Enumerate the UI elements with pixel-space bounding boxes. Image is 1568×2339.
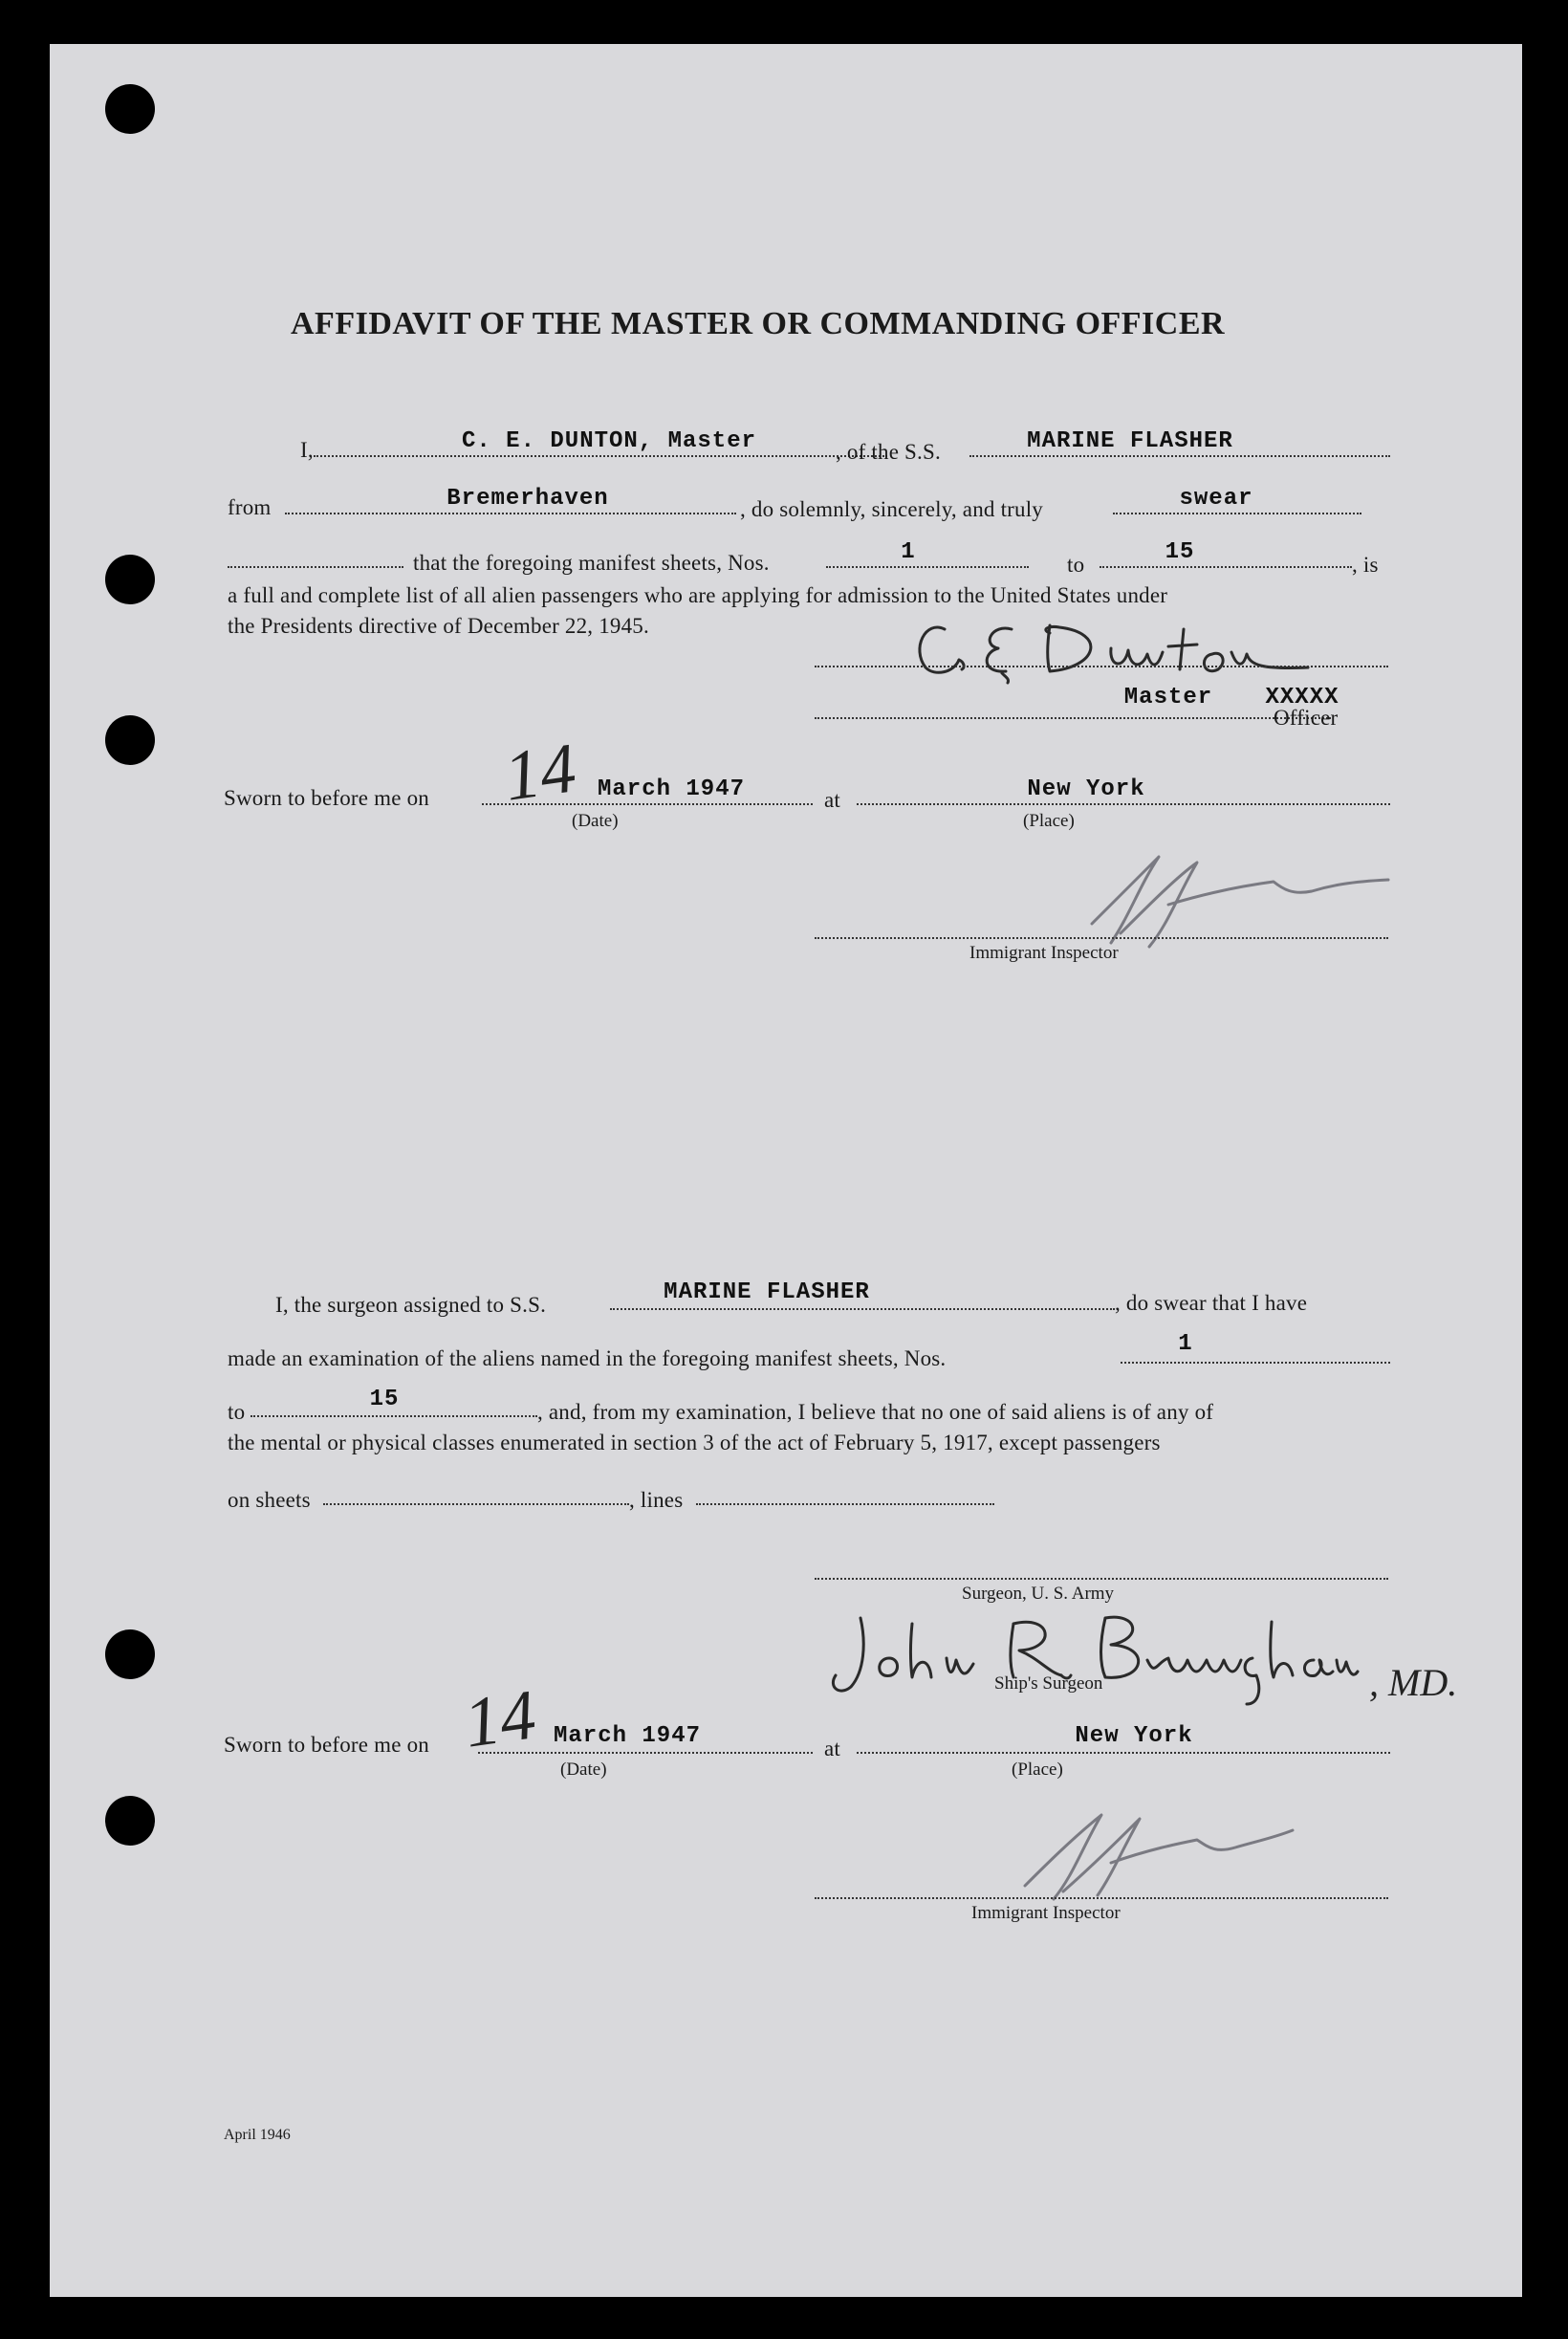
place-caption-1: (Place) xyxy=(1023,811,1075,831)
sworn-label-1: Sworn to before me on xyxy=(224,786,429,810)
label-from: from xyxy=(228,495,272,519)
surgeon-exam-line: made an examination of the aliens named in the foregoing manifest sheets, Nos. xyxy=(228,1346,947,1370)
inspector-signature-1 xyxy=(1073,847,1398,957)
lines-line xyxy=(696,1503,994,1505)
ships-surgeon-signature xyxy=(822,1605,1358,1715)
sworn-date-line-1 xyxy=(482,803,813,805)
sworn-date-value-2: March 1947 xyxy=(553,1723,702,1749)
inspector-caption-1: Immigrant Inspector xyxy=(969,943,1119,963)
page-title: AFFIDAVIT OF THE MASTER OR COMMANDING OFFICER xyxy=(291,306,1226,341)
place-line-1 xyxy=(857,803,1390,805)
md-suffix: , MD. xyxy=(1369,1661,1458,1704)
at-label-2: at xyxy=(824,1737,840,1760)
surgeon-sheet-to-value: 15 xyxy=(369,1387,400,1412)
officer-title-typed: Master xyxy=(1123,685,1213,710)
label-is: , is xyxy=(1352,553,1379,577)
surgeon-sheet-from-value: 1 xyxy=(1178,1331,1193,1357)
sworn-day-handwritten-1: 14 xyxy=(499,729,581,817)
sworn-date-line-2 xyxy=(478,1752,813,1754)
blank-line-leading xyxy=(228,566,403,568)
surgeon-belief: , and, from my examination, I believe that no one of said aliens is of any of xyxy=(537,1400,1214,1424)
oath-value: swear xyxy=(1179,486,1253,512)
document-page xyxy=(50,44,1522,2297)
label-to: to xyxy=(1067,553,1085,577)
place-line-2 xyxy=(857,1752,1390,1754)
surgeon-lines-label: , lines xyxy=(629,1488,684,1512)
master-name-value: C. E. DUNTON, Master xyxy=(461,428,757,454)
struck-out-text: XXXXX xyxy=(1265,685,1339,710)
ship-name-line xyxy=(969,455,1390,457)
sheet-from-line xyxy=(826,566,1029,568)
form-date: April 1946 xyxy=(224,2127,291,2143)
officer-line xyxy=(815,717,1331,719)
surgeon-sheet-to-line xyxy=(250,1415,537,1417)
label-of-ss: , of the S.S. xyxy=(836,440,941,464)
surgeon-sheet-from-line xyxy=(1121,1362,1390,1364)
army-surgeon-caption: Surgeon, U. S. Army xyxy=(962,1584,1115,1604)
surgeon-classes-line: the mental or physical classes enumerated in section 3 of the act of February 5, 1917, except passengers xyxy=(228,1431,1161,1454)
port-value: Bremerhaven xyxy=(446,486,609,512)
at-label-1: at xyxy=(824,788,840,812)
place-value-2: New York xyxy=(1075,1723,1193,1749)
sheet-from-value: 1 xyxy=(901,539,916,565)
sheet-to-line xyxy=(1100,566,1352,568)
master-name-line xyxy=(314,455,887,457)
surgeon-to-label: to xyxy=(228,1400,246,1424)
inspector-signature-2 xyxy=(1006,1800,1312,1910)
inspector-caption-2: Immigrant Inspector xyxy=(971,1903,1121,1923)
surgeon-swear: , do swear that I have xyxy=(1115,1291,1308,1315)
surgeon-ship-line xyxy=(610,1308,1115,1310)
ships-surgeon-caption: Ship's Surgeon xyxy=(994,1673,1103,1694)
surgeon-intro: I, the surgeon assigned to S.S. xyxy=(275,1293,547,1317)
inspector-line-2 xyxy=(815,1897,1388,1899)
place-caption-2: (Place) xyxy=(1012,1760,1063,1780)
sworn-label-2: Sworn to before me on xyxy=(224,1733,429,1757)
date-caption-1: (Date) xyxy=(572,811,619,831)
on-sheets-line xyxy=(323,1503,629,1505)
full-list-line-1: a full and complete list of all alien passengers who are applying for admission to the United States under xyxy=(228,583,1168,607)
officer-label: Officer xyxy=(1274,706,1339,730)
label-i: I, xyxy=(300,438,314,462)
punch-hole-2 xyxy=(105,555,155,604)
sworn-day-handwritten-2: 14 xyxy=(459,1675,541,1763)
ship-name-value: MARINE FLASHER xyxy=(1027,428,1233,454)
punch-hole-5 xyxy=(105,1796,155,1846)
sheet-to-value: 15 xyxy=(1165,539,1195,565)
date-caption-2: (Date) xyxy=(560,1760,607,1780)
label-solemnly: , do solemnly, sincerely, and truly xyxy=(740,497,1044,521)
oath-line xyxy=(1113,513,1361,514)
surgeon-ship-value: MARINE FLASHER xyxy=(664,1279,870,1305)
surgeon-on-sheets: on sheets xyxy=(228,1488,311,1512)
punch-hole-3 xyxy=(105,715,155,765)
master-signature-line xyxy=(815,666,1388,667)
place-value-1: New York xyxy=(1027,776,1145,802)
inspector-line-1 xyxy=(815,937,1388,939)
army-surgeon-line xyxy=(815,1578,1388,1580)
full-list-line-2: the Presidents directive of December 22, 1945. xyxy=(228,614,649,638)
port-line xyxy=(285,513,736,514)
sworn-date-value-1: March 1947 xyxy=(597,776,746,802)
punch-hole-4 xyxy=(105,1629,155,1679)
label-manifest: that the foregoing manifest sheets, Nos. xyxy=(413,551,770,575)
punch-hole-1 xyxy=(105,84,155,134)
